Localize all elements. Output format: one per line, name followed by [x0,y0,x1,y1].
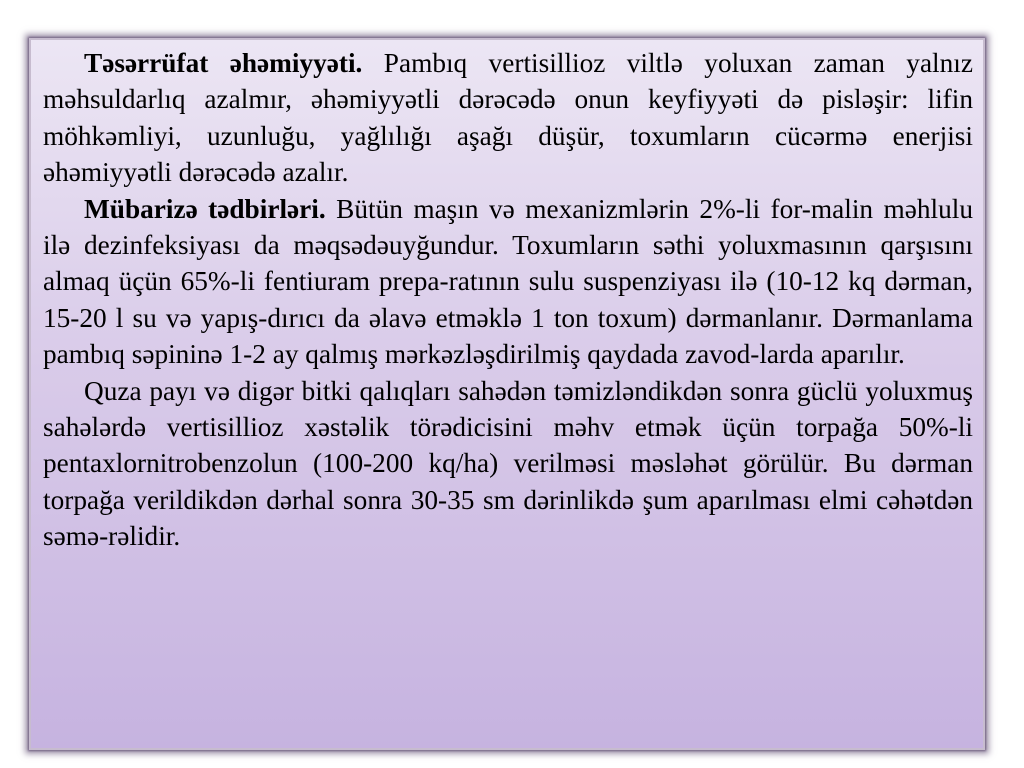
heading-economic-importance: Təsərrüfat əhəmiyyəti. [84,48,363,78]
text-block [43,45,973,555]
paragraph-soil-treatment-body: Quza payı və digər bitki qalıqları sahədən təmizləndikdən sonra güclü yoluxmuş sahələrdə vertisillioz xəstəlik törədicisini məhv etmək üçün torpağa 50%-li pentaxlornitrobenzolun (100-200 kq/ha) verilməsi məsləhət görülür. Bu dərman torpağa verildikdən dərhal sonra 30-35 sm dərinlikdə şum aparılması elmi cəhətdən səmə-rəlidir. [43,375,973,552]
paragraph-soil-treatment [43,373,973,555]
paragraph-control-measures-body: Bütün maşın və mexanizmlərin 2%-li for-malin məhlulu ilə dezinfeksiyası da məqsədəuyğundur. Toxumların səthi yoluxmasının qarşısını almaq üçün 65%-li fentiuram prepa-ratının sulu suspenziyası ilə (10-12 kq dərman, 15-20 l su və yapış-dırıcı da əlavə etməklə 1 ton toxum) dərmanlanır. Dərmanlama pambıq səpininə 1-2 ay qalmış mərkəzləşdirilmiş qaydada zavod-larda aparılır. [43,193,973,370]
paragraph-economic-importance [43,45,973,191]
paragraph-control-measures [43,191,973,373]
paragraph-economic-importance-body: Pambıq vertisillioz viltlə yoluxan zaman yalnız məhsuldarlıq azalmır, əhəmiyyətli dərəcədə onun keyfiyyəti də pisləşir: lifin möhkəmliyi, uzunluğu, yağlılığı aşağı düşür, toxumların cücərmə enerjisi əhəmiyyətli dərəcədə azalır. [43,48,973,188]
heading-control-measures: Mübarizə tədbirləri. [84,193,326,224]
